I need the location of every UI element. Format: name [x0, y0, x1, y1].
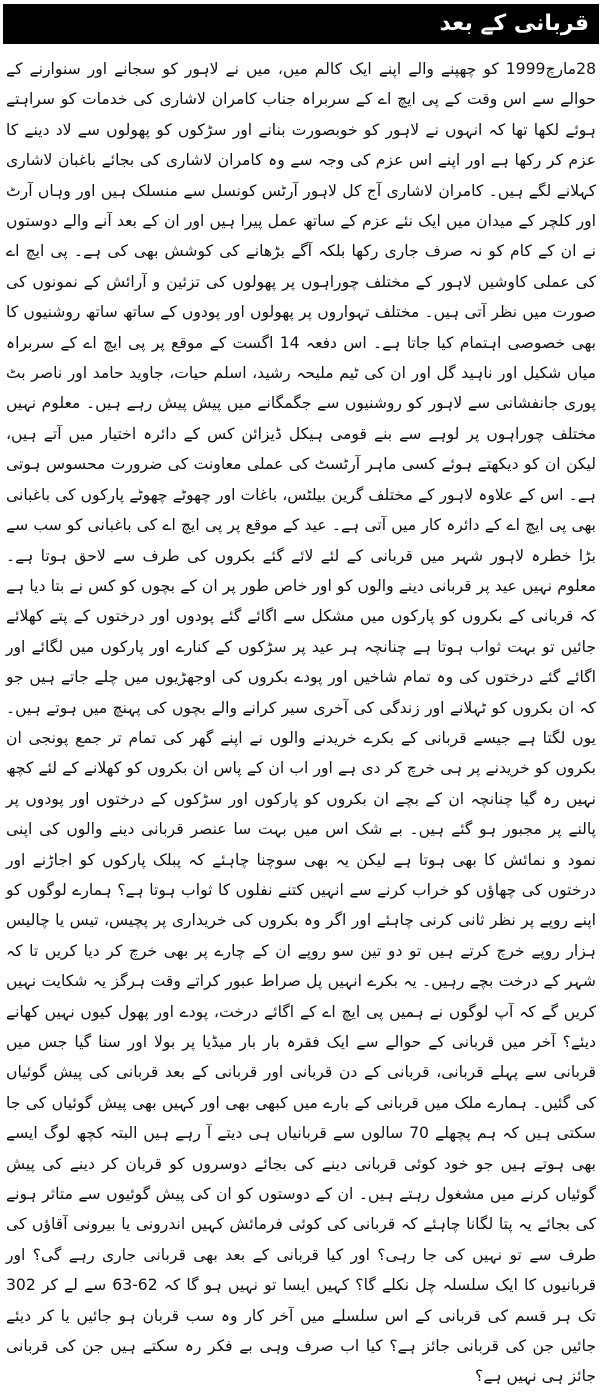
- column-title: قربانی کے بعد: [3, 4, 599, 44]
- article-paragraph: 28مارچ1999 کو چھپنے والے اپنے ایک کالم میں، میں نے لاہور کو سجانے اور سنوارنے کے حوالے سے اس وقت کے پی ایچ اے کے سربراہ جناب کامران لاشاری کی خدمات کو سراہتے ہوئے لکھا تھا کہ انہوں نے لاہور کو خوبصورت بنانے اور سڑکوں کو پھولوں سے لاد دینے کا عزم کر رکھا ہے اور اپنے اس عزم کی وجہ سے وہ کامران لاشاری کی بجائے باغبان لاشاری کہلانے لگے ہیں۔ کامران لاشاری آج کل لاہور آرٹس کونسل سے منسلک ہیں اور وہاں آرٹ اور کلچر کے میدان میں ایک نئے عزم کے ساتھ عمل پیرا ہیں اور ان کے بعد آنے والے دوستوں نے ان کے کام کو نہ صرف جاری رکھا بلکہ آگے بڑھانے کی کوشش بھی کی ہے۔ پی ایچ اے کی عملی کاوشیں لاہور کے مختلف چوراہوں پر پھولوں کی تزئین و آرائش کے نمونوں کی صورت میں نظر آتی ہیں۔ مختلف تہواروں پر پھولوں اور پودوں کے ساتھ ساتھ روشنیوں کا بھی خصوصی اہتمام کیا جاتا ہے۔ اس دفعہ 14 اگست کے موقع پر پی ایچ اے کے سربراہ میاں شکیل اور ناہید گل اور ان کی ٹیم ملیحہ رشید، اسلم حیات، جاوید حامد اور ناصر بٹ پوری جانفشانی سے لاہور کو روشنیوں سے جگمگانے میں پیش پیش رہے ہیں۔ معلوم نہیں مختلف چوراہوں پر لوہے سے بنے قومی ہیکل ڈیزائن کس کے دائرہ اختیار میں آتے ہیں، لیکن ان کو دیکھتے ہوئے کسی ماہر آرٹسٹ کی عملی معاونت کی ضرورت محسوس ہوتی ہے۔ اس کے علاوہ لاہور کے مختلف گرین بیلٹس، باغات اور چھوٹے چھوٹے پارکوں کی باغبانی بھی پی ایچ اے کے دائرہ کار میں آتی ہے۔ عید کے موقع پر پی ایچ اے کی باغبانی کو سب سے بڑا خطرہ لاہور شہر میں قربانی کے لئے لائے گئے بکروں کی طرف سے لاحق ہوتا ہے۔ معلوم نہیں عید پر قربانی دینے والوں کو اور خاص طور پر ان کے بچوں کو کس نے بتا دیا ہے کہ قربانی کے بکروں کو پارکوں میں مشکل سے اگائے گئے پودوں اور درختوں کے پتے کھلائے جائیں تو بہت ثواب ہوتا ہے چنانچہ ہر عید پر سڑکوں کے کنارے اور پارکوں میں لگائے اور اگائے گئے درختوں کی وہ تمام شاخیں اور پودے بکروں کی اوجھڑیوں میں چلے جاتے ہیں جو کہ ان بکروں کو ٹہلانے اور زندگی کی آخری سیر کرانے والے بچوں کی پہنچ میں ہوتے ہیں۔ یوں لگتا ہے جیسے قربانی کے بکرے خریدنے والوں نے اپنے گھر کی تمام تر جمع پونجی ان بکروں کو خریدنے پر ہی خرچ کر دی ہے اور اب ان کے پاس ان بکروں کو کھلانے کے لئے کچھ نہیں رہ گیا چنانچہ ان کے بچے ان بکروں کو پارکوں اور سڑکوں کے درختوں اور پودوں پر پالنے پر مجبور ہو گئے ہیں۔ بے شک اس میں بہت سا عنصر قربانی دینے والوں کی اپنی نمود و نمائش کا بھی ہوتا ہے لیکن یہ بھی سوچنا چاہئے کہ پبلک پارکوں کو اجاڑنے اور درختوں کی چھاؤں کو خراب کرنے سے انہیں کتنے نفلوں کا ثواب ہوتا ہے؟ ہمارے لوگوں کو اپنے روپے پر نظر ثانی کرنی چاہئے اور اگر وہ بکروں کی خریداری پر پچیس، تیس یا چالیس ہزار روپے خرچ کرتے ہیں تو دو تین سو روپے ان کے چارے پر بھی خرچ کر دیا کریں تا کہ شہر کے درخت بچے رہیں۔ یہ بکرے انہیں پل صراط عبور کراتے وقت ہرگز یہ شکایت نہیں کریں گے کہ آپ لوگوں نے ہمیں پی ایچ اے کے اگائے درخت، پودے اور پھول کیوں نہیں کھانے دیئے؟ آخر میں قربانی کے حوالے سے ایک فقرہ بار بار میڈیا پر بولا اور سنا گیا جس میں قربانی سے پہلے قربانی، قربانی کے دن قربانی اور قربانی کے بعد قربانی کی پیش گوئیاں کی گئیں۔ ہمارے ملک میں قربانی کے بارے میں کبھی بھی اور کہیں بھی پیش گوئیاں کی جا سکتی ہیں کہ ہم پچھلے 70 سالوں سے قربانیاں ہی دیتے آ رہے ہیں البتہ کچھ لوگ ایسے بھی ہوتے ہیں جو خود کوئی قربانی دینے کی بجائے دوسروں کو قربان کر دینے کی پیش گوئیاں کرنے میں مشغول رہتے ہیں۔ ان کے دوستوں کو ان کی پیش گوئیوں سے متاثر ہونے کی بجائے یہ پتا لگانا چاہئے کہ قربانی کی کوئی فرمائش کہیں اندرونی یا بیرونی آقاؤں کی طرف سے تو نہیں کی جا رہی؟ اور کیا قربانی کے بعد بھی قربانی جاری رہے گی؟ اور قربانیوں کا ایک سلسلہ چل نکلے گا؟ کہیں ایسا تو نہیں ہو گا کہ 62-63 سے لے کر 302 تک ہر قسم کی قربانی کے اس سلسلے میں آخر کار وہ سب قربان ہو جائیں یا کر دیئے جائیں جن کی قربانی جائز ہے؟ کیا اب صرف وہی بے فکر رہ سکتے ہیں جن کی قربانی جائز ہی نہیں ہے؟: [6, 60, 596, 1386]
- article-body: [6, 54, 596, 1386]
